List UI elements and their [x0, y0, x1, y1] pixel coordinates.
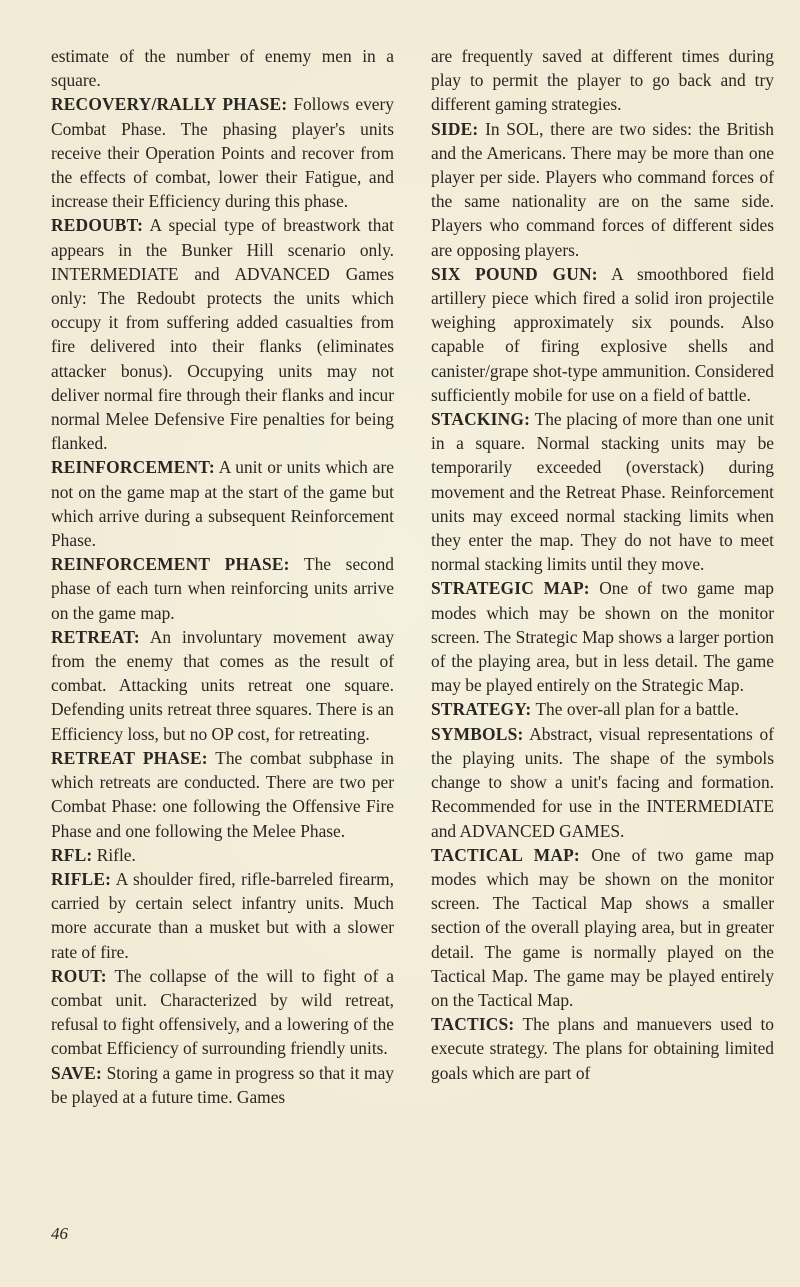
glossary-term: SIDE: — [431, 118, 479, 139]
glossary-entry — [51, 1061, 394, 1109]
glossary-entry — [431, 407, 774, 576]
glossary-entry — [431, 44, 774, 117]
glossary-definition: Storing a game in progress so that it may be played at a future time. Games — [51, 1062, 394, 1107]
glossary-definition: A smoothbored field artillery piece which fired a solid iron projectile weighing approximately six pounds. Also capable of firing explosive shells and canister/grape shot-type ammunition. Considered sufficiently mobile for use on a field of battle. — [431, 263, 774, 405]
glossary-definition: Abstract, visual representations of the playing units. The shape of the symbols change to show a unit's facing and formation. Recommended for use in the INTERMEDIATE and ADVANCED GAMES. — [431, 723, 774, 841]
glossary-definition: are frequently saved at different times during play to permit the player to go back and try different gaming strategies. — [431, 46, 774, 115]
glossary-definition: The over-all plan for a battle. — [535, 699, 739, 720]
glossary-term: SIX POUND GUN: — [431, 263, 598, 284]
glossary-term: RIFLE: — [51, 868, 112, 889]
glossary-term: ROUT: — [51, 965, 107, 986]
glossary-term: RETREAT: — [51, 626, 140, 647]
glossary-term: RETREAT PHASE: — [51, 747, 208, 768]
glossary-entry — [51, 213, 394, 455]
glossary-term: TACTICS: — [431, 1014, 515, 1035]
glossary-term: RFL: — [51, 844, 93, 865]
glossary-entry — [431, 697, 774, 721]
glossary-entry — [51, 746, 394, 843]
glossary-definition: The placing of more than one unit in a square. Normal stacking units may be temporarily exceeded (overstack) during movement and the Retreat Phase. Reinforcement units may exceed normal stacking limits when they enter the map. They do not have to meet normal stacking limits until they move. — [431, 409, 774, 575]
glossary-entry — [51, 44, 394, 92]
glossary-entry — [431, 722, 774, 843]
glossary-term: STACKING: — [431, 409, 531, 430]
glossary-entry — [431, 576, 774, 697]
right-column — [431, 44, 774, 1085]
glossary-definition: The second phase of each turn when reinforcing units arrive on the game map. — [51, 554, 394, 623]
glossary-definition: Follows every Combat Phase. The phasing player's units receive their Operation Points and recover from the effects of combat, lower their Fatigue, and increase their Efficiency during this phase. — [51, 94, 394, 212]
glossary-entry — [51, 964, 394, 1061]
glossary-term: REINFORCEMENT PHASE: — [51, 554, 290, 575]
glossary-entry — [51, 867, 394, 964]
page-number: 46 — [51, 1224, 68, 1243]
glossary-term: REINFORCEMENT: — [51, 457, 215, 478]
glossary-definition: The plans and manuevers used to execute strategy. The plans for obtaining limited goals which are part of — [431, 1014, 774, 1083]
glossary-definition: In SOL, there are two sides: the British and the Americans. There may be more than one player per side. Players who command forces of the same nationality are on the same side. Players who command forces of different sides are opposing players. — [431, 118, 774, 260]
glossary-entry — [51, 92, 394, 213]
glossary-definition: The combat subphase in which retreats are conducted. There are two per Combat Phase: one following the Offensive Fire Phase and one following the Melee Phase. — [51, 747, 394, 841]
glossary-term: STRATEGY: — [431, 699, 532, 720]
glossary-term: SAVE: — [51, 1062, 102, 1083]
glossary-definition: One of two game map modes which may be shown on the monitor screen. The Strategic Map shows a larger portion of the playing area, but in less detail. The game may be played entirely on the Strategic Map. — [431, 578, 774, 696]
glossary-definition: The collapse of the will to fight of a combat unit. Characterized by wild retreat, refusal to fight offensively, and a lowering of the combat Efficiency of surrounding friendly units. — [51, 965, 394, 1059]
glossary-entry — [51, 625, 394, 746]
glossary-term: REDOUBT: — [51, 215, 144, 236]
glossary-term: TACTICAL MAP: — [431, 844, 580, 865]
glossary-term: SYMBOLS: — [431, 723, 524, 744]
glossary-definition: A unit or units which are not on the game map at the start of the game but which arrive during a subsequent Reinforcement Phase. — [51, 457, 394, 551]
glossary-entry — [431, 262, 774, 407]
glossary-definition: A special type of breastwork that appears in the Bunker Hill scenario only. INTERMEDIATE and ADVANCED Games only: The Redoubt protects the units which occupy it from suffering added casualties from fire delivered into their flanks (eliminates attacker bonus). Occupying units may not deliver normal fire through their flanks and incur normal Melee Defensive Fire penalties for being flanked. — [51, 215, 394, 454]
glossary-term: RECOVERY/RALLY PHASE: — [51, 94, 288, 115]
glossary-definition: An involuntary movement away from the enemy that comes as the result of combat. Attacking units retreat one square. Defending units retreat three squares. There is an Efficiency loss, but no OP cost, for retreating. — [51, 626, 395, 744]
glossary-definition: Rifle. — [96, 844, 136, 865]
glossary-entry — [51, 455, 394, 552]
glossary-entry — [431, 843, 774, 1012]
glossary-entry — [51, 552, 394, 625]
glossary-definition: estimate of the number of enemy men in a square. — [51, 46, 394, 91]
glossary-definition: One of two game map modes which may be shown on the monitor screen. The Tactical Map shows a smaller section of the overall playing area, but in greater detail. The game is normally played on the Tactical Map. The game may be played entirely on the Tactical Map. — [431, 844, 774, 1010]
glossary-definition: A shoulder fired, rifle-barreled firearm, carried by certain select infantry units. Much more accurate than a musket but with a slower rate of fire. — [51, 868, 394, 962]
glossary-entry — [51, 843, 394, 867]
glossary-term: STRATEGIC MAP: — [431, 578, 590, 599]
left-column — [51, 44, 394, 1109]
glossary-entry — [431, 1012, 774, 1085]
glossary-entry — [431, 117, 774, 262]
